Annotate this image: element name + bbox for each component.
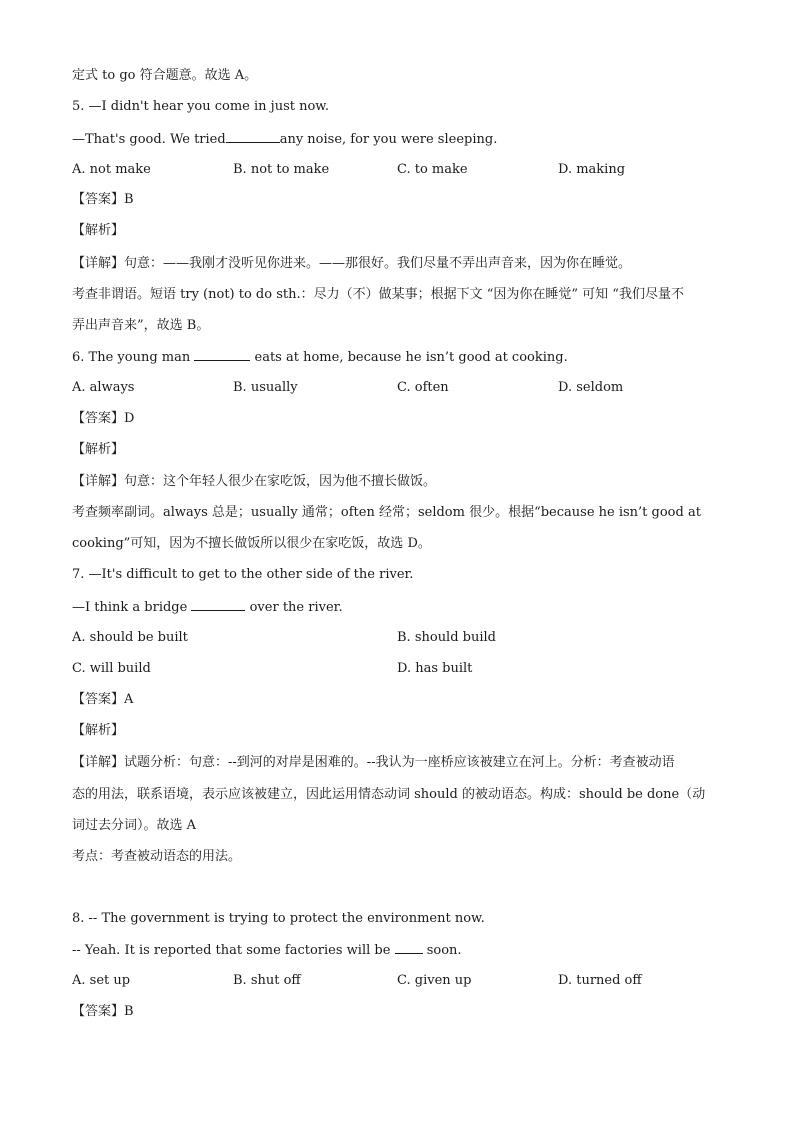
q6-detail <box>72 473 436 491</box>
detail-label: 【详解】 <box>72 755 125 770</box>
q7-answer <box>72 691 133 709</box>
q7-answer-value: A <box>124 692 134 707</box>
q7-line2-b: over the river. <box>249 600 343 615</box>
detail-label: 【详解】 <box>72 256 125 271</box>
q5-detail-text: 句意：——我刚才没听见你进来。——那很好。我们尽量不弄出声音来，因为你在睡觉。 <box>124 256 632 271</box>
q6-detail-text: 句意：这个年轻人很少在家吃饭，因为他不擅长做饭。 <box>124 474 437 489</box>
q6-analysis-label: 【解析】 <box>72 442 125 457</box>
q8-option-b: B. shut off <box>233 973 301 988</box>
q7-stem: 7. —It's difficult to get to the other side of the river. <box>72 567 414 582</box>
q7-blank <box>191 598 245 611</box>
q7-option-c: C. will build <box>72 661 151 676</box>
q6-stem-a: 6. The young man <box>72 350 191 365</box>
q7-detail-text: 试题分析：句意：--到河的对岸是困难的。--我认为一座桥应该被建立在河上。分析：考查被动语 <box>124 755 675 770</box>
q7-analysis-label: 【解析】 <box>72 723 125 738</box>
q6-option-c: C. often <box>397 380 449 395</box>
q6-option-b: B. usually <box>233 380 298 395</box>
q5-line2-b: any noise, for you were sleeping. <box>279 132 498 147</box>
q5-line2-a: —That's good. We tried <box>72 132 226 147</box>
intro-text: 定式 to go 符合题意。故选 A。 <box>72 68 258 83</box>
q5-answer-value: B <box>124 192 134 207</box>
q5-option-a: A. not make <box>72 162 151 177</box>
answer-label: 【答案】 <box>72 411 125 426</box>
q5-stem: 5. —I didn't hear you come in just now. <box>72 99 330 114</box>
answer-label: 【答案】 <box>72 692 125 707</box>
q5-answer <box>72 191 134 209</box>
detail-label: 【详解】 <box>72 474 125 489</box>
q8-answer <box>72 1003 134 1021</box>
q7-detail <box>72 754 675 772</box>
q7-option-d: D. has built <box>397 661 473 676</box>
q5-analysis-label: 【解析】 <box>72 223 125 238</box>
q6-answer <box>72 410 134 428</box>
q5-line2 <box>72 130 497 149</box>
q8-line2-a: -- Yeah. It is reported that some factories will be <box>72 943 391 958</box>
q8-stem: 8. -- The government is trying to protect the environment now. <box>72 911 485 926</box>
q6-blank <box>194 348 250 361</box>
q6-stem-b: eats at home, because he isn’t good at cooking. <box>254 350 568 365</box>
q7-line2 <box>72 598 343 617</box>
q7-option-a: A. should be built <box>72 630 188 645</box>
q6-option-a: A. always <box>72 380 135 395</box>
q5-explanation-2: 弄出声音来”，故选 B。 <box>72 318 210 333</box>
q5-option-c: C. to make <box>397 162 468 177</box>
q7-kaodian: 考点：考查被动语态的用法。 <box>72 849 242 864</box>
q8-line2 <box>72 941 462 960</box>
q8-option-a: A. set up <box>72 973 131 988</box>
q5-detail <box>72 255 631 273</box>
q7-line2-a: —I think a bridge <box>72 600 188 615</box>
q5-blank <box>226 130 280 143</box>
q6-explanation-1: 考查频率副词。always 总是；usually 通常；often 经常；seldom 很少。根据“because he isn’t good at <box>72 505 701 520</box>
q8-option-c: C. given up <box>397 973 472 988</box>
q8-answer-value: B <box>124 1004 134 1019</box>
q5-option-d: D. making <box>558 162 626 177</box>
q6-answer-value: D <box>124 411 135 426</box>
answer-label: 【答案】 <box>72 1004 125 1019</box>
answer-label: 【答案】 <box>72 192 125 207</box>
q6-explanation-2: cooking”可知，因为不擅长做饭所以很少在家吃饭，故选 D。 <box>72 536 431 551</box>
q5-option-b: B. not to make <box>233 162 330 177</box>
q8-option-d: D. turned off <box>558 973 642 988</box>
q5-explanation-1: 考查非谓语。短语 try (not) to do sth.：尽力（不）做某事；根据下文 “因为你在睡觉” 可知 “我们尽量不 <box>72 287 684 302</box>
q7-explanation-2: 词过去分词）。故选 A <box>72 818 197 833</box>
q6-option-d: D. seldom <box>558 380 624 395</box>
q8-line2-b: soon. <box>426 943 462 958</box>
q7-explanation-1: 态的用法，联系语境，表示应该被建立，因此运用情态动词 should 的被动语态。构成：should be done（动 <box>72 787 706 802</box>
q6-stem <box>72 348 568 367</box>
q7-option-b: B. should build <box>397 630 497 645</box>
q8-blank <box>395 941 423 954</box>
